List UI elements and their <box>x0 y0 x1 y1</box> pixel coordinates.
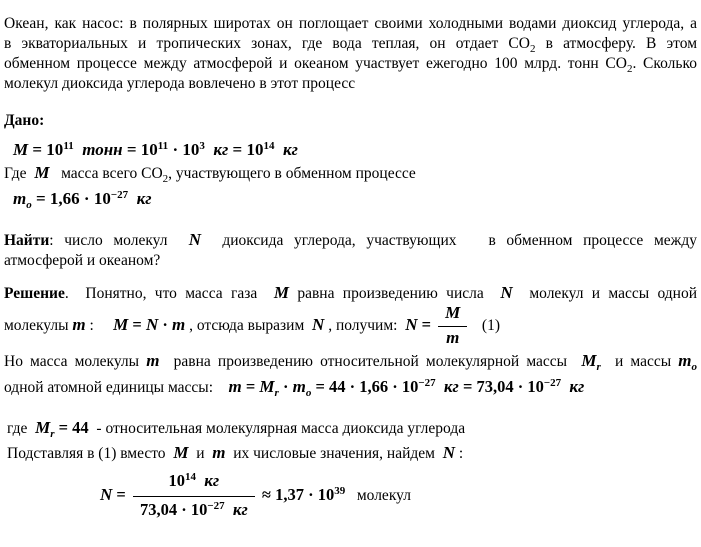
fraction: $\frac{M}{m}$ <box>438 304 467 349</box>
problem-line-1: Океан, как насос: в полярных широтах он поглощает своими холодными водами диоксид углерода, а <box>4 15 697 32</box>
given-where-line: Где M масса всего $CO_2$, участвующего в обменном процессе <box>4 163 416 185</box>
problem-line-3: обменном процессе между атмосферой и океаном участвует ежегодно 100 млрд. тонн $CO_2$. Сколько <box>4 55 697 75</box>
given-m0-equation: $m_o = 1,66 \cdot 10^{-27}$ кг <box>13 188 152 211</box>
solution-intro-line-1: Решение. Понятно, что масса газа M равна произведению числа N молекул и массы одной <box>4 283 697 302</box>
find-line-2: атмосферой и океаном? <box>4 252 161 269</box>
solution-mass-equation: одной атомной единицы массы: $m = M_r \cdot m_o = 44 \cdot 1,66 \cdot 10^{-27}$ кг = $73,04 \cdot 10^{-27}$ кг <box>4 376 585 399</box>
solution-intro-paragraph <box>4 284 697 349</box>
final-equation: N = $\frac{10^{14} кг}{73,04 \cdot 10^{-27} кг}$ ≈ $1,37 \cdot 10^{39}$ молекул <box>100 470 697 523</box>
fraction: $\frac{10^{14} кг}{73,04 \cdot 10^{-27} кг}$ <box>133 470 255 523</box>
given-mass-equation: $M = 10^{11}$ тонн = $10^{11} \cdot 10^3$ кг = $10^{14}$ кг <box>13 139 298 159</box>
substitution-note: Подставляя в (1) вместо M и m их числовые значения, найдем N : <box>7 443 464 462</box>
problem-line-4: молекул диоксида углерода вовлечено в этот процесс <box>4 75 356 92</box>
find-line-1: Найти: число молекул N диоксида углерода, участвующих в обменном процессе между <box>4 230 697 249</box>
given-label: Дано: <box>4 112 45 129</box>
solution-mass-paragraph <box>4 352 697 403</box>
solution-mass-line-1: Но масса молекулы m равна произведению относительной молекулярной массы $M_r$ и массы $m_o$ <box>4 351 697 373</box>
solution-intro-line-2: молекулы m : M = N · m , отсюда выразим N , получим: N = $\frac{M}{m}$ (1) <box>4 303 500 347</box>
find-section <box>4 231 697 271</box>
problem-statement <box>4 14 697 94</box>
problem-line-2: в экваториальных и тропических зонах, где вода теплая, он отдает $CO_2$ в атмосферу. В этом <box>4 35 698 55</box>
molar-mass-note: где $M_r = 44$ - относительная молекулярная масса диоксида углерода <box>7 418 466 440</box>
